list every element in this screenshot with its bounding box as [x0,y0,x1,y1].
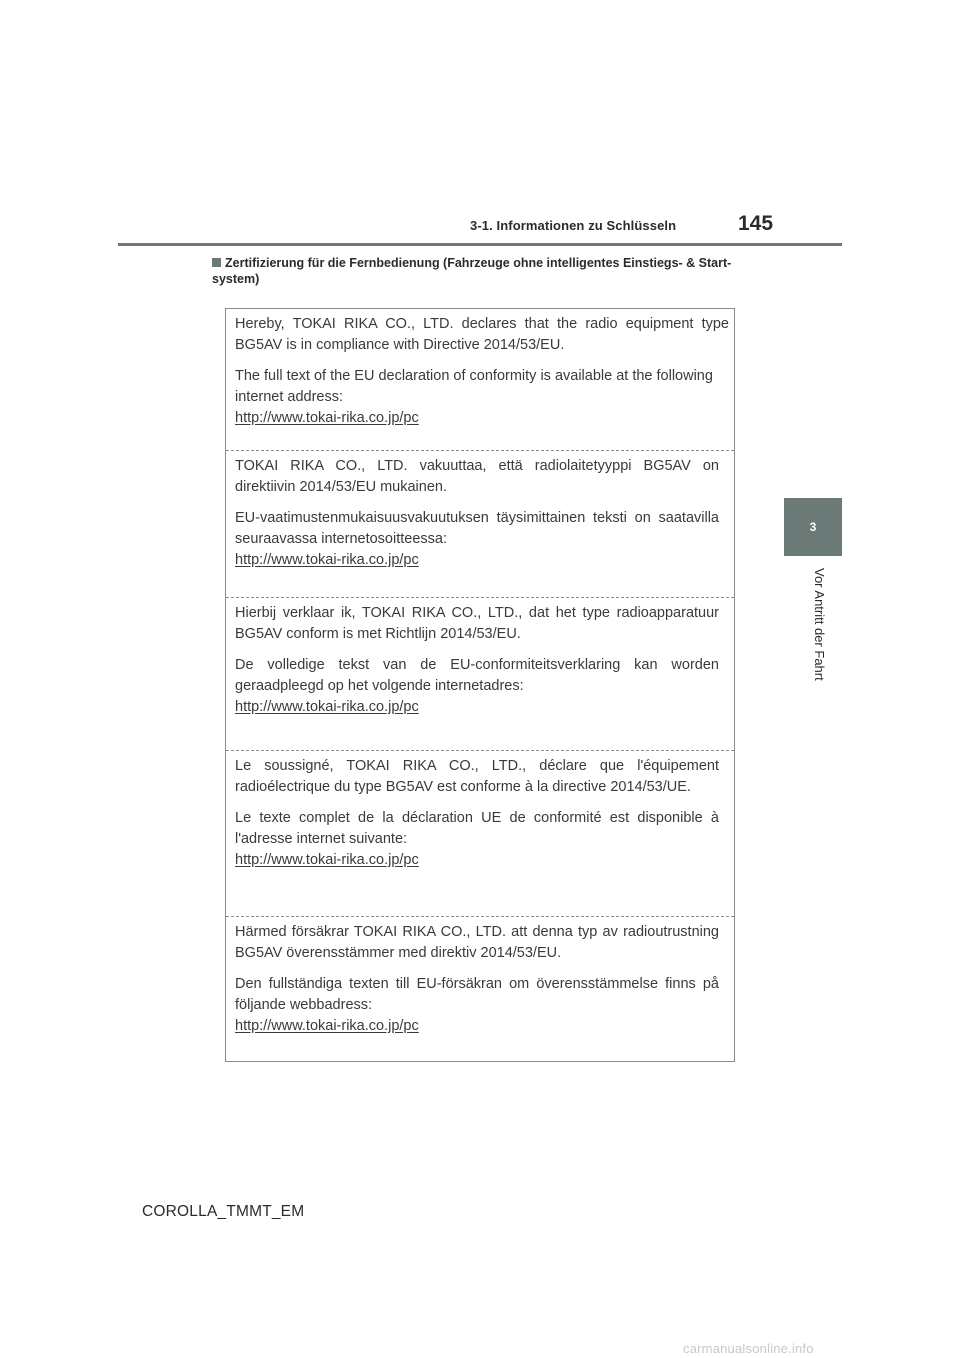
chapter-tab [784,498,842,556]
declaration-dutch [226,598,734,751]
declaration-url-link[interactable]: http://www.tokai-rika.co.jp/pc [235,852,419,868]
header-divider [118,243,842,246]
declaration-statement: Hierbij verklaar ik, TOKAI RIKA CO., LTD., dat het type radioapparatuur BG5AV conform is met Richtlijn 2014/53/EU. [235,605,719,642]
declaration-statement: TOKAI RIKA CO., LTD. vakuuttaa, että radiolaitetyyppi BG5AV on direktiivin 2014/53/EU mukainen. [235,458,719,495]
declaration-availability: Le texte complet de la déclaration UE de conformité est disponible à l'adresse internet suivante: [235,810,719,847]
heading-text: Zertifizierung für die Fernbedienung (Fahrzeuge ohne intelligentes Einstiegs- & Start-system) [212,256,732,286]
declaration-statement: Härmed försäkrar TOKAI RIKA CO., LTD. att denna typ av radioutrustning BG5AV överensstämmer med direktiv 2014/53/EU. [235,924,719,961]
document-code: COROLLA_TMMT_EM [142,1203,305,1220]
declaration-availability: The full text of the EU declaration of conformity is available at the following internet address: [235,368,713,405]
square-bullet-icon [212,258,221,267]
declaration-english [226,309,734,451]
declaration-box [225,308,735,1062]
declaration-statement: Le soussigné, TOKAI RIKA CO., LTD., déclare que l'équipement radioélectrique du type BG5AV est conforme à la directive 2014/53/UE. [235,758,719,795]
section-heading [212,255,752,287]
declaration-finnish [226,451,734,598]
declaration-url-link[interactable]: http://www.tokai-rika.co.jp/pc [235,410,419,426]
declaration-url-link[interactable]: http://www.tokai-rika.co.jp/pc [235,699,419,715]
declaration-availability: De volledige tekst van de EU-conformiteitsverklaring kan worden geraadpleegd op het volgende internetadres: [235,657,719,694]
watermark: carmanualsonline.info [683,1341,814,1356]
chapter-number: 3 [809,520,817,534]
declaration-availability: EU-vaatimustenmukaisuusvakuutuksen täysimittainen teksti on saatavilla seuraavassa internetosoitteessa: [235,510,719,547]
declaration-swedish [226,917,734,1061]
declaration-availability: Den fullständiga texten till EU-försäkran om överensstämmelse finns på följande webbadress: [235,976,719,1013]
page-number: 145 [738,212,774,235]
declaration-url-link[interactable]: http://www.tokai-rika.co.jp/pc [235,552,419,568]
section-title: 3-1. Informationen zu Schlüsseln [470,218,677,233]
declaration-french [226,751,734,917]
declaration-statement: Hereby, TOKAI RIKA CO., LTD. declares that the radio equipment type BG5AV is in compliance with Directive 2014/53/EU. [235,316,729,353]
declaration-url-link[interactable]: http://www.tokai-rika.co.jp/pc [235,1018,419,1034]
chapter-label: Vor Antritt der Fahrt [812,568,827,681]
